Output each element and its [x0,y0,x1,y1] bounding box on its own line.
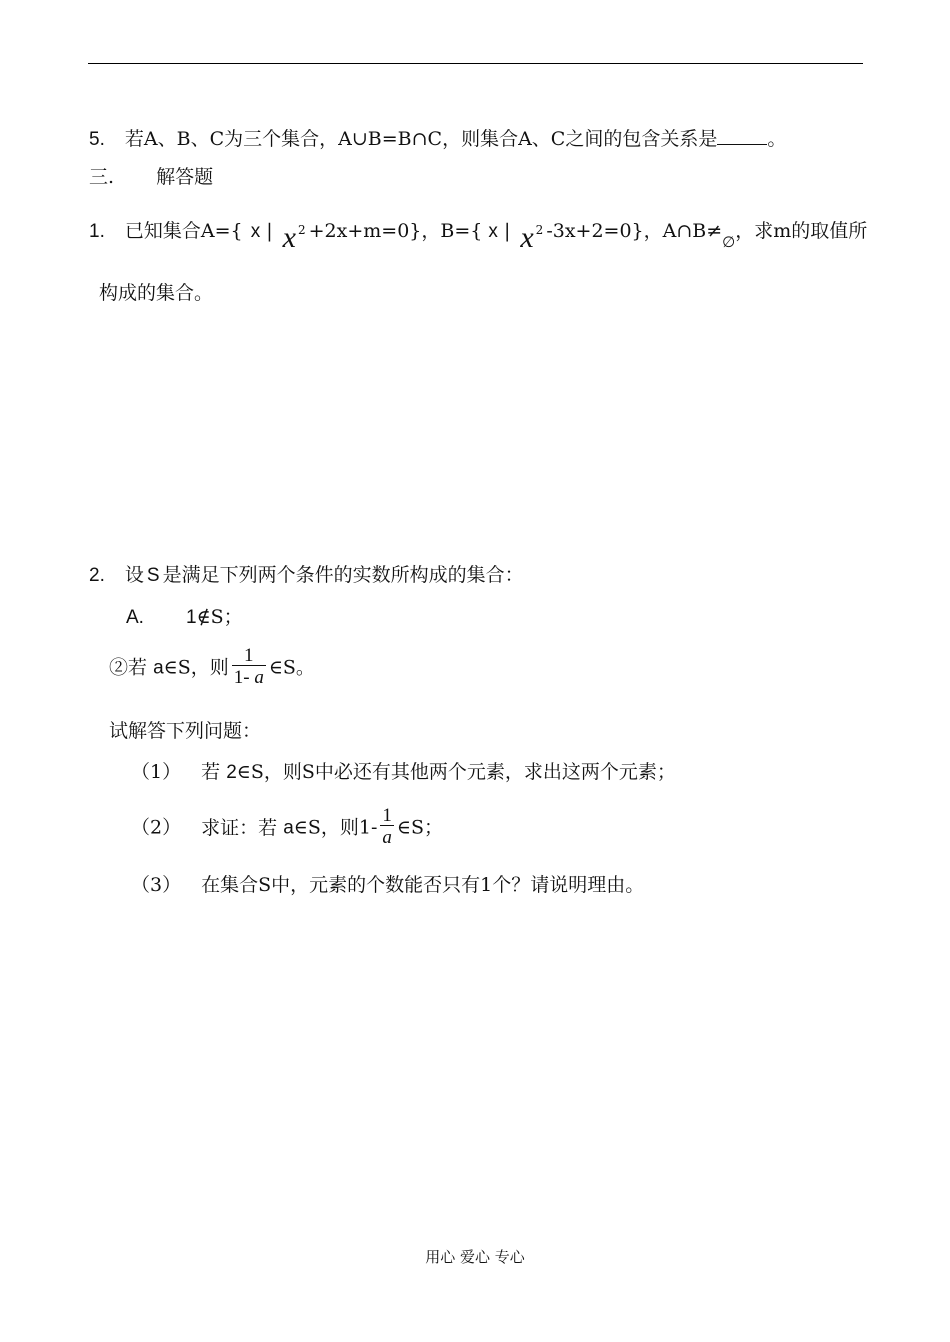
condition-a [126,608,243,627]
question-5-number: 5. [89,129,105,150]
condition-a-label: A. [126,607,144,628]
set-a-rest: +2x+m=0}，B={ [308,220,483,242]
set-a-exponent: 2 [297,223,306,237]
problem-2 [89,566,524,585]
sub-question-3 [131,876,644,895]
x-symbol: x [282,221,296,254]
condition-a-one: 1 [186,607,197,628]
sub-question-2 [131,805,443,849]
problem-1-number: 1. [89,221,105,242]
sub-question-1-label: （1） [131,761,182,783]
problem-1 [89,213,868,254]
fraction-denominator-var: a [254,667,264,688]
section-title: 解答题 [156,166,214,188]
condition-2-a: a [153,657,164,679]
x-symbol: x [520,221,534,254]
problem-2-set-name: S [146,565,160,586]
problem-2-intro: 是满足下列两个条件的实数所构成的集合： [162,564,524,586]
condition-2 [109,645,315,689]
sub-question-1-text: ∈S，则S中必还有其他两个元素，求出这两个元素； [236,761,676,783]
header-rule [88,63,863,64]
set-a-bar: | [266,220,273,242]
fraction-one-over-a [380,806,394,847]
sub-question-2-label: （2） [131,816,182,839]
problem-1-tail: ，求m的取值所 [735,220,868,242]
answer-blank [717,128,767,145]
problem-1-line-2: 构成的集合。 [99,282,214,304]
page-footer: 用心 爱心 专心 [425,1248,525,1266]
sub-question-1-two: 2 [226,762,237,783]
sub-question-2-a: a [283,817,294,839]
fraction-denominator [380,825,394,847]
fraction-denominator [232,665,266,687]
sub-question-1-ruo: 若 [201,761,221,783]
question-5-end: 。 [767,128,787,150]
condition-2-ruo: 若 [128,656,148,679]
set-a-prefix: 已知集合A={ [124,220,243,242]
problem-2-intro-prefix: 设 [124,564,144,586]
fraction-numerator: 1 [244,645,254,666]
fraction-one-over-one-minus-a [232,646,266,687]
question-5-text: 若A、B、C为三个集合，A∪B=B∩C，则集合A、C之间的包含关系是 [124,128,718,150]
fraction-denominator-var: a [382,827,392,848]
fraction-numerator: 1 [382,805,392,826]
sub-question-2-mid: ∈S，则1- [293,816,378,839]
section-number: 三. [89,166,115,188]
condition-a-text: ∉S； [196,606,243,628]
sub-question-2-end: ∈S； [396,816,443,839]
set-b-bar: | [503,220,511,242]
set-a-var: x [250,221,261,242]
set-b-rest: -3x+2=0}，A∩B≠ [546,220,723,242]
question-5 [89,128,786,149]
condition-2-mid: ∈S，则 [163,656,229,679]
fraction-denominator-prefix: 1- [233,667,255,688]
problem-2-number: 2. [89,565,105,586]
sub-question-2-prefix: 求证：若 [201,816,278,839]
section-heading [89,168,213,187]
problem-2-ask: 试解答下列问题： [109,720,262,742]
circled-two: ② [109,656,129,679]
condition-2-end: ∈S。 [268,656,315,679]
sub-question-1 [131,763,676,782]
sub-question-3-text: 在集合S中，元素的个数能否只有1个？请说明理由。 [201,874,645,896]
set-b-var: x [488,221,498,242]
sub-question-3-label: （3） [131,874,182,896]
empty-set-symbol: ∅ [722,233,736,251]
set-b-exponent: 2 [535,223,544,237]
